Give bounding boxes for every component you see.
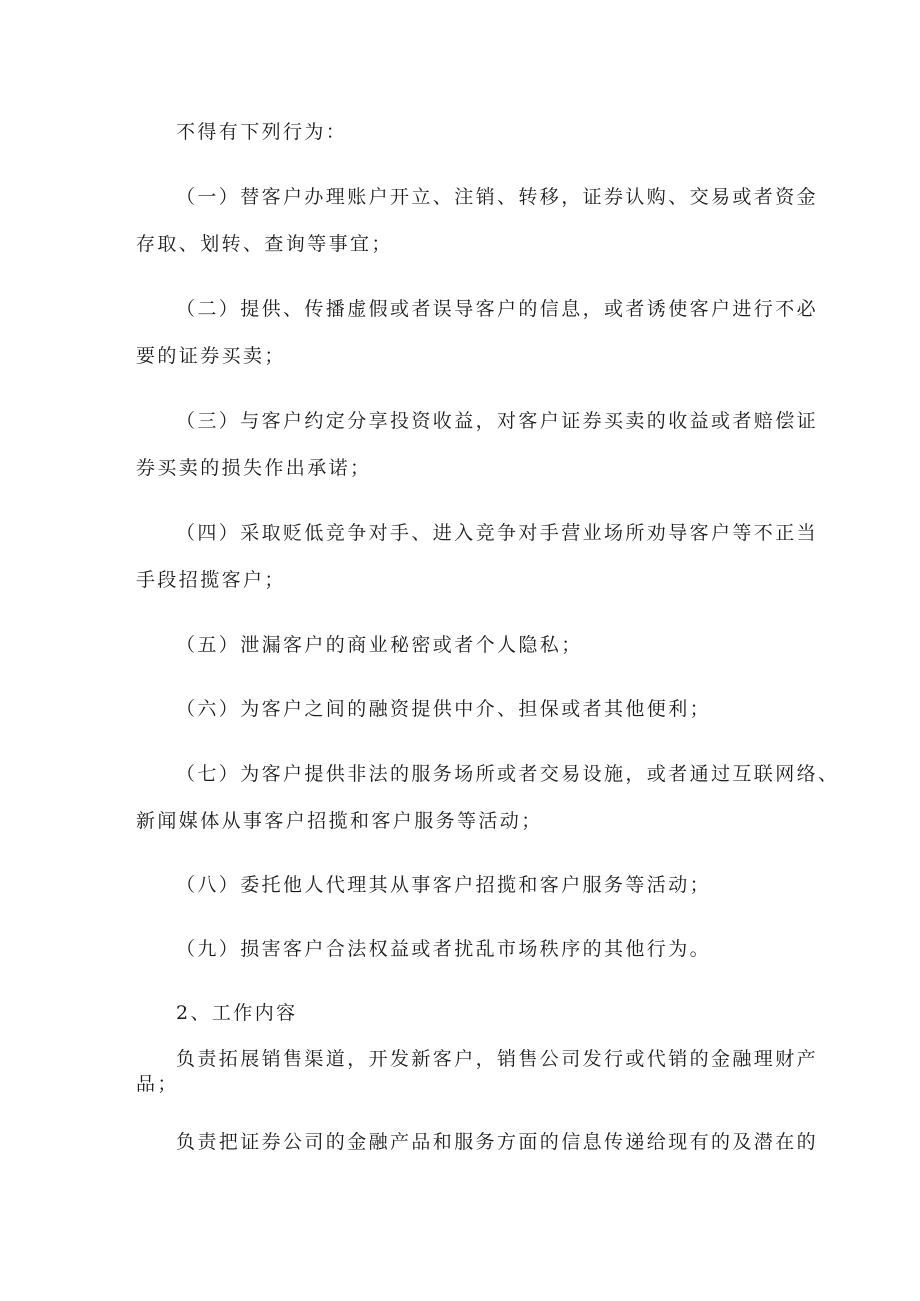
item-2-line-1: （二）提供、传播虚假或者误导客户的信息，或者诱使客户进行不必 [176, 298, 819, 320]
item-8-line-1: （八）委托他人代理其从事客户招揽和客户服务等活动； [176, 874, 712, 896]
item-2-line-2: 要的证券买卖； [136, 345, 286, 367]
item-5-line-1: （五）泄漏客户的商业秘密或者个人隐私； [176, 634, 583, 656]
intro-text: 不得有下列行为： [176, 121, 348, 143]
duty-2-line-1: 负责把证券公司的金融产品和服务方面的信息传递给现有的及潜在的 [176, 1131, 819, 1153]
item-1-line-1: （一）替客户办理账户开立、注销、转移，证券认购、交易或者资金 [176, 186, 819, 208]
item-4-line-2: 手段招揽客户； [136, 569, 286, 591]
item-3-line-1: （三）与客户约定分享投资收益，对客户证券买卖的收益或者赔偿证 [176, 410, 819, 432]
item-6-line-1: （六）为客户之间的融资提供中介、担保或者其他便利； [176, 698, 712, 720]
item-3-line-2: 券买卖的损失作出承诺； [136, 457, 372, 479]
item-9-line-1: （九）损害客户合法权益或者扰乱市场秩序的其他行为。 [176, 938, 712, 960]
section-heading: 2、工作内容 [176, 1002, 298, 1024]
item-7-line-2: 新闻媒体从事客户招揽和客户服务等活动； [136, 810, 543, 832]
duty-1-line-2: 品； [136, 1073, 179, 1095]
item-1-line-2: 存取、划转、查询等事宜； [136, 233, 393, 255]
duty-1-line-1: 负责拓展销售渠道，开发新客户，销售公司发行或代销的金融理财产 [176, 1048, 819, 1070]
item-7-line-1: （七）为客户提供非法的服务场所或者交易设施，或者通过互联网络、 [176, 763, 840, 785]
item-4-line-1: （四）采取贬低竞争对手、进入竞争对手营业场所劝导客户等不正当 [176, 522, 819, 544]
